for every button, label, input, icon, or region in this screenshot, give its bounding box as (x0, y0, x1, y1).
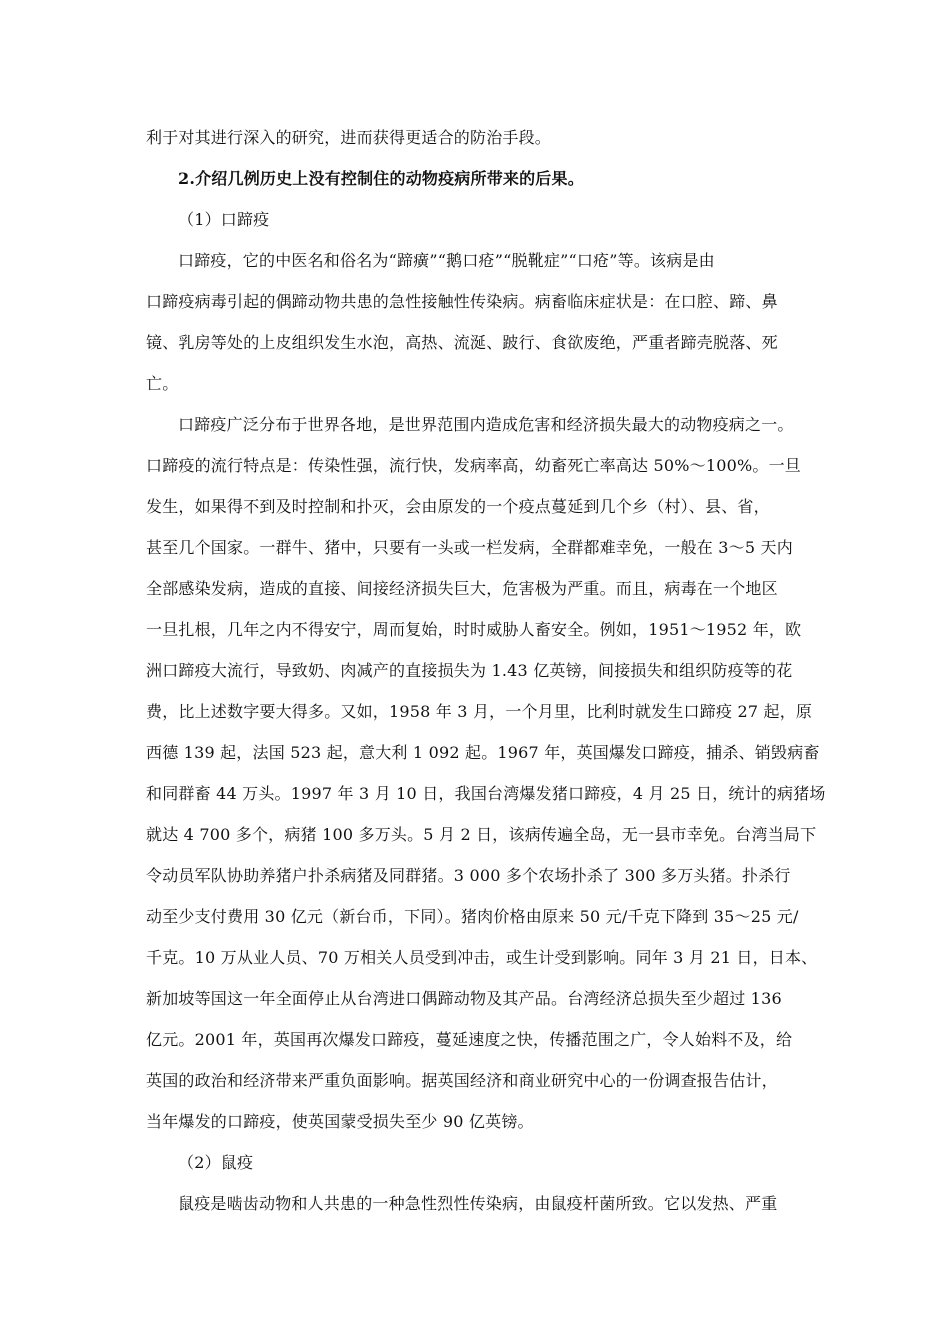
paragraph-line: 和同群畜 44 万头。1997 年 3 月 10 日，我国台湾爆发猪口蹄疫，4 月 25 日，统计的病猪场 (146, 784, 826, 803)
paragraph-line: 当年爆发的口蹄疫，使英国蒙受损失至少 90 亿英镑。 (146, 1112, 534, 1131)
paragraph-line: 费，比上述数字要大得多。又如，1958 年 3 月，一个月里，比利时就发生口蹄疫 27 起，原 (146, 702, 813, 721)
paragraph-line: 鼠疫是啮齿动物和人共患的一种急性烈性传染病，由鼠疫杆菌所致。它以发热、严重 (178, 1194, 778, 1213)
paragraph-line: 一旦扎根，几年之内不得安宁，周而复始，时时威胁人畜安全。例如，1951～1952 年，欧 (146, 620, 802, 639)
paragraph-line: 全部感染发病，造成的直接、间接经济损失巨大，危害极为严重。而且，病毒在一个地区 (146, 579, 778, 598)
paragraph-line: 亿元。2001 年，英国再次爆发口蹄疫，蔓延速度之快，传播范围之广，令人始料不及，给 (146, 1030, 793, 1049)
paragraph-line: 口蹄疫，它的中医名和俗名为“蹄癀”“鹅口疮”“脱靴症”“口疮”等。该病是由 (178, 251, 715, 270)
paragraph-line: 千克。10 万从业人员、70 万相关人员受到冲击，或生计受到影响。同年 3 月 21 日，日本、 (146, 948, 818, 967)
paragraph-line: 洲口蹄疫大流行，导致奶、肉减产的直接损失为 1.43 亿英镑，间接损失和组织防疫等的花 (146, 661, 793, 680)
paragraph-line: 发生，如果得不到及时控制和扑灭，会由原发的一个疫点蔓延到几个乡（村）、县、省， (146, 497, 770, 516)
paragraph-line: 口蹄疫的流行特点是：传染性强，流行快，发病率高，幼畜死亡率高达 50%～100%。一旦 (146, 456, 801, 475)
paragraph-line: 甚至几个国家。一群牛、猪中，只要有一头或一栏发病，全群都难幸免，一般在 3～5 天内 (146, 538, 793, 557)
paragraph-line: 就达 4 700 多个，病猪 100 多万头。5 月 2 日，该病传遍全岛，无一县市幸免。台湾当局下 (146, 825, 817, 844)
paragraph-line: 令动员军队协助养猪户扑杀病猪及同群猪。3 000 多个农场扑杀了 300 多万头猪。扑杀行 (146, 866, 791, 885)
paragraph-line: 口蹄疫广泛分布于世界各地，是世界范围内造成危害和经济损失最大的动物疫病之一。 (178, 415, 794, 434)
paragraph-line: 利于对其进行深入的研究，进而获得更适合的防治手段。 (146, 128, 552, 147)
paragraph-line: 镜、乳房等处的上皮组织发生水泡，高热、流涎、跛行、食欲废绝，严重者蹄壳脱落、死 (146, 333, 778, 352)
subsection-heading: （2）鼠疫 (178, 1153, 254, 1172)
subsection-heading: （1）口蹄疫 (178, 210, 270, 229)
paragraph-line: 英国的政治和经济带来严重负面影响。据英国经济和商业研究中心的一份调查报告估计， (146, 1071, 778, 1090)
section-heading: 2.介绍几例历史上没有控制住的动物疫病所带来的后果。 (178, 169, 584, 188)
paragraph-line: 动至少支付费用 30 亿元（新台币，下同）。猪肉价格由原来 50 元/千克下降到 35～25 元/ (146, 907, 799, 926)
paragraph-line: 新加坡等国这一年全面停止从台湾进口偶蹄动物及其产品。台湾经济总损失至少超过 136 (146, 989, 782, 1008)
paragraph-line: 口蹄疫病毒引起的偶蹄动物共患的急性接触性传染病。病畜临床症状是：在口腔、蹄、鼻 (146, 292, 778, 311)
paragraph-line: 亡。 (146, 374, 179, 393)
paragraph-line: 西德 139 起，法国 523 起，意大利 1 092 起。1967 年，英国爆发口蹄疫，捕杀、销毁病畜 (146, 743, 820, 762)
